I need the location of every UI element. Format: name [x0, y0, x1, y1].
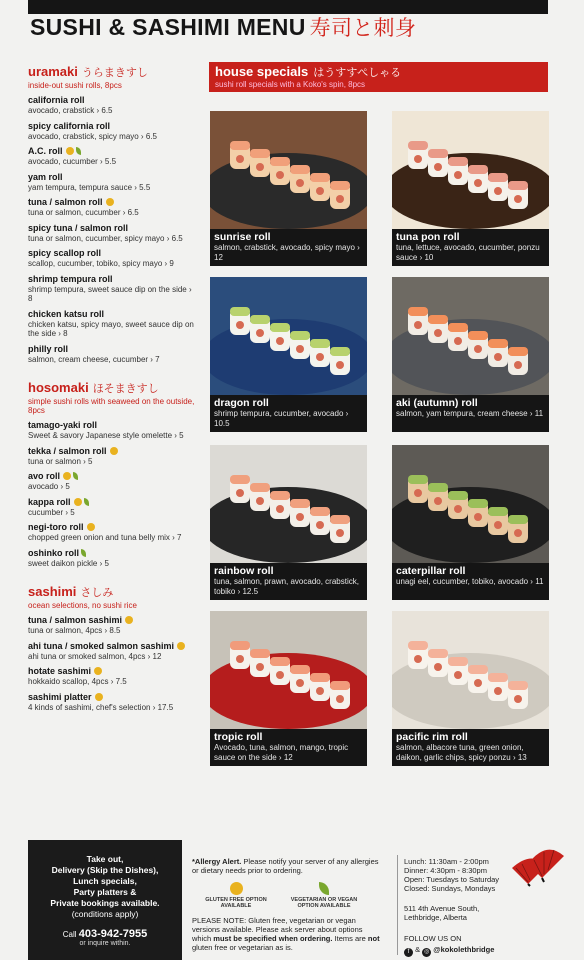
- item-name: chicken katsu roll: [28, 308, 105, 319]
- gluten-free-icon: [106, 198, 114, 206]
- card-caption: [214, 731, 363, 762]
- card-name: aki (autumn) roll: [396, 397, 478, 409]
- menu-item: [28, 615, 196, 636]
- title-en: SUSHI & SASHIMI MENU: [30, 14, 306, 40]
- service-line: Take out,: [86, 854, 124, 864]
- services-box: [28, 840, 182, 960]
- card-caption: [396, 731, 545, 762]
- roll-photo: [210, 277, 367, 395]
- card-name: caterpillar roll: [396, 565, 466, 577]
- menu-item: [28, 446, 196, 467]
- facebook-icon[interactable]: f: [404, 948, 413, 957]
- vegetarian-leaf-icon: [319, 882, 329, 895]
- title-jp: 寿司と刺身: [309, 17, 417, 40]
- card-photo: [210, 611, 367, 729]
- service-line: Delivery (Skip the Dishes),: [51, 865, 159, 875]
- item-description: tuna or salmon, 4pcs › 8.5: [28, 626, 121, 635]
- card-caption: [396, 231, 545, 262]
- item-description: ahi tuna or smoked salmon, 4pcs › 12: [28, 651, 162, 661]
- roll-photo: [210, 611, 367, 729]
- item-name: spicy scallop roll: [28, 248, 102, 258]
- card-description: shrimp tempura, cucumber, avocado › 10.5: [214, 409, 349, 428]
- dietary-note: PLEASE NOTE: Gluten free, vegetarian or vegan versions available. Please ask server about options which must be specified when ordering. Items are not gluten free or vegetarian as is.: [192, 916, 380, 952]
- card-photo: [392, 445, 549, 563]
- phone-line[interactable]: Call 403-942-7955: [62, 928, 148, 940]
- phone-number: 403-942-7955: [78, 928, 148, 940]
- gluten-free-legend: GLUTEN FREE OPTION AVAILABLE: [196, 882, 276, 909]
- item-description: scallop, cucumber, tobiko, spicy mayo › 9: [28, 259, 174, 268]
- vegetarian-leaf-icon: [76, 147, 81, 155]
- section-subtitle: ocean selections, no sushi rice: [28, 601, 137, 610]
- item-name: A.C. roll: [28, 146, 196, 157]
- item-description: shrimp tempura, sweet sauce dip on the side › 8: [28, 284, 192, 303]
- card-name: dragon roll: [214, 397, 269, 409]
- item-name: spicy tuna / salmon roll: [28, 222, 129, 233]
- social-block: FOLLOW US ON f & ◎ @kokolethbridge: [404, 934, 495, 955]
- roll-photo: [210, 445, 367, 563]
- menu-item: [28, 197, 196, 218]
- item-description: avocado, crabstick › 6.5: [28, 106, 113, 115]
- house-specials-header: [209, 62, 548, 92]
- item-description: yam tempura, tempura sauce › 5.5: [28, 182, 151, 192]
- item-description: salmon, cream cheese, cucumber › 7: [28, 354, 160, 364]
- gluten-free-icon: [63, 472, 71, 480]
- menu-item: [28, 471, 196, 492]
- social-handle[interactable]: @kokolethbridge: [433, 945, 495, 954]
- item-description: chopped green onion and tuna belly mix › 7: [28, 533, 182, 542]
- conditions-note: (conditions apply): [71, 909, 139, 919]
- card-caption: [214, 231, 363, 262]
- service-line: Private bookings available.: [50, 898, 160, 908]
- menu-item: [28, 666, 196, 687]
- section-subtitle: simple sushi rolls with seaweed on the outside, 8pcs: [28, 397, 195, 415]
- service-line: Lunch specials,: [73, 876, 137, 886]
- card-description: unagi eel, cucumber, tobiko, avocado › 11: [396, 577, 544, 586]
- inquire-note: or inquire within.: [79, 940, 131, 947]
- special-card: [392, 111, 549, 266]
- gluten-free-icon: [66, 147, 74, 155]
- menu-item: [28, 121, 196, 142]
- card-description: tuna, lettuce, avocado, cucumber, ponzu sauce › 10: [396, 243, 540, 262]
- sashimi-section: [28, 584, 196, 712]
- item-name: oshinko roll: [28, 548, 196, 559]
- services-list: [28, 854, 182, 909]
- gluten-free-icon: [177, 642, 185, 650]
- card-caption: [396, 565, 545, 587]
- gluten-free-icon: [230, 882, 243, 895]
- item-description: hokkaido scallop, 4pcs › 7.5: [28, 677, 127, 686]
- special-card: [392, 611, 549, 766]
- footer-divider: [397, 855, 398, 955]
- card-photo: [210, 277, 367, 395]
- menu-item: [28, 274, 196, 304]
- left-column: [28, 64, 196, 717]
- sashimi-list: [28, 615, 196, 712]
- page-title: [30, 12, 416, 42]
- item-name: philly roll: [28, 343, 69, 354]
- gluten-free-icon: [87, 523, 95, 531]
- section-title: hosomaki ほそまきすし: [28, 380, 159, 395]
- special-card: [210, 111, 367, 266]
- roll-photo: [392, 111, 549, 229]
- hosomaki-section: [28, 380, 196, 568]
- card-photo: [392, 611, 549, 729]
- item-description: avocado, cucumber › 5.5: [28, 157, 117, 166]
- item-description: cucumber › 5: [28, 507, 75, 517]
- item-name: shrimp tempura roll: [28, 273, 113, 284]
- vegetarian-leaf-icon: [84, 498, 89, 506]
- special-card: [210, 611, 367, 766]
- uramaki-section: [28, 64, 196, 364]
- card-photo: [392, 277, 549, 395]
- menu-item: [28, 248, 196, 269]
- card-name: sunrise roll: [214, 231, 271, 243]
- address: 511 4th Avenue South, Lethbridge, Alberta: [404, 904, 480, 922]
- section-title: sashimi さしみ: [28, 584, 114, 599]
- card-name: tropic roll: [214, 731, 263, 743]
- item-name: ahi tuna / smoked salmon sashimi: [28, 641, 196, 652]
- menu-item: [28, 420, 196, 441]
- item-description: chicken katsu, spicy mayo, sweet sauce dip on the side › 8: [28, 319, 194, 338]
- follow-label: FOLLOW US ON: [404, 934, 462, 943]
- card-description: Avocado, tuna, salmon, mango, tropic sauce on the side › 12: [214, 743, 349, 762]
- item-name: tuna / salmon sashimi: [28, 615, 196, 626]
- item-description: sweet daikon pickle › 5: [28, 558, 109, 568]
- card-name: tuna pon roll: [396, 231, 460, 243]
- gluten-free-icon: [74, 498, 82, 506]
- special-card: [210, 445, 367, 600]
- special-card: [210, 277, 367, 432]
- roll-photo: [392, 445, 549, 563]
- item-description: tuna or salmon › 5: [28, 456, 93, 466]
- item-name: hotate sashimi: [28, 666, 196, 677]
- item-description: avocado, crabstick, spicy mayo › 6.5: [28, 131, 157, 141]
- dietary-icons: [196, 880, 376, 914]
- house-specials-title: house specials: [215, 64, 309, 79]
- card-photo: [210, 111, 367, 229]
- gluten-free-icon: [94, 667, 102, 675]
- service-line: Party platters &: [73, 887, 137, 897]
- card-description: tuna, salmon, prawn, avocado, crabstick, tobiko › 12.5: [214, 577, 359, 596]
- roll-photo: [392, 277, 549, 395]
- house-specials-subtitle: sushi roll specials with a Koko's spin, 8pcs: [215, 80, 366, 89]
- item-name: spicy california roll: [28, 120, 111, 131]
- vegetarian-leaf-icon: [81, 549, 86, 557]
- item-description: tuna or salmon, cucumber › 6.5: [28, 208, 139, 217]
- item-name: tamago-yaki roll: [28, 420, 98, 430]
- gluten-free-icon: [125, 616, 133, 624]
- vegetarian-leaf-icon: [73, 472, 78, 480]
- item-name: tuna / salmon roll: [28, 197, 196, 208]
- card-description: salmon, albacore tuna, green onion, daikon, garlic chips, spicy ponzu › 13: [396, 743, 527, 762]
- menu-item: [28, 146, 196, 167]
- card-name: pacific rim roll: [396, 731, 468, 743]
- card-description: salmon, crabstick, avocado, spicy mayo › 12: [214, 243, 360, 262]
- menu-item: [28, 223, 196, 244]
- vegetarian-legend: VEGETARIAN OR VEGAN OPTION AVAILABLE: [284, 882, 364, 909]
- menu-item: [28, 309, 196, 339]
- instagram-icon[interactable]: ◎: [424, 949, 430, 955]
- item-name: sashimi platter: [28, 692, 196, 703]
- menu-item: [28, 548, 196, 569]
- card-description: salmon, yam tempura, cream cheese › 11: [396, 409, 544, 418]
- card-caption: [396, 397, 545, 419]
- menu-item: [28, 497, 196, 518]
- menu-item: [28, 95, 196, 116]
- menu-item: [28, 172, 196, 193]
- roll-photo: [210, 111, 367, 229]
- item-name: kappa roll: [28, 497, 196, 508]
- item-name: yam roll: [28, 171, 63, 182]
- item-name: california roll: [28, 95, 85, 105]
- section-subtitle: inside-out sushi rolls, 8pcs: [28, 81, 122, 90]
- card-caption: [214, 565, 363, 596]
- section-title: uramaki うらまきすし: [28, 64, 148, 79]
- uramaki-list: [28, 95, 196, 364]
- item-name: negi-toro roll: [28, 522, 196, 533]
- special-card: [392, 277, 549, 432]
- special-card: [392, 445, 549, 600]
- paper-fans-icon: [506, 838, 570, 888]
- roll-photo: [392, 611, 549, 729]
- menu-item: [28, 522, 196, 543]
- card-photo: [210, 445, 367, 563]
- card-photo: [392, 111, 549, 229]
- gluten-free-icon: [110, 447, 118, 455]
- item-name: avo roll: [28, 471, 196, 482]
- menu-item: [28, 344, 196, 365]
- gluten-free-icon: [95, 693, 103, 701]
- house-specials-title-jp: はうすすぺしゃる: [313, 67, 402, 79]
- menu-item: [28, 692, 196, 713]
- card-caption: [214, 397, 363, 428]
- item-description: 4 kinds of sashimi, chef's selection › 17.5: [28, 702, 174, 712]
- allergy-alert: *Allergy Alert. Please notify your server of any allergies or dietary needs prior to ordering.: [192, 857, 379, 875]
- item-description: Sweet & savory Japanese style omelette › 5: [28, 431, 184, 440]
- opening-hours: Lunch: 11:30am - 2:00pm Dinner: 4:30pm - 8:30pm Open: Tuesdays to Saturday Closed: Sundays, Mondays: [404, 857, 500, 893]
- item-description: tuna or salmon, cucumber, spicy mayo › 6.5: [28, 233, 183, 243]
- item-description: avocado › 5: [28, 482, 70, 491]
- card-name: rainbow roll: [214, 565, 274, 577]
- menu-item: [28, 641, 196, 662]
- hosomaki-list: [28, 420, 196, 568]
- item-name: tekka / salmon roll: [28, 446, 196, 457]
